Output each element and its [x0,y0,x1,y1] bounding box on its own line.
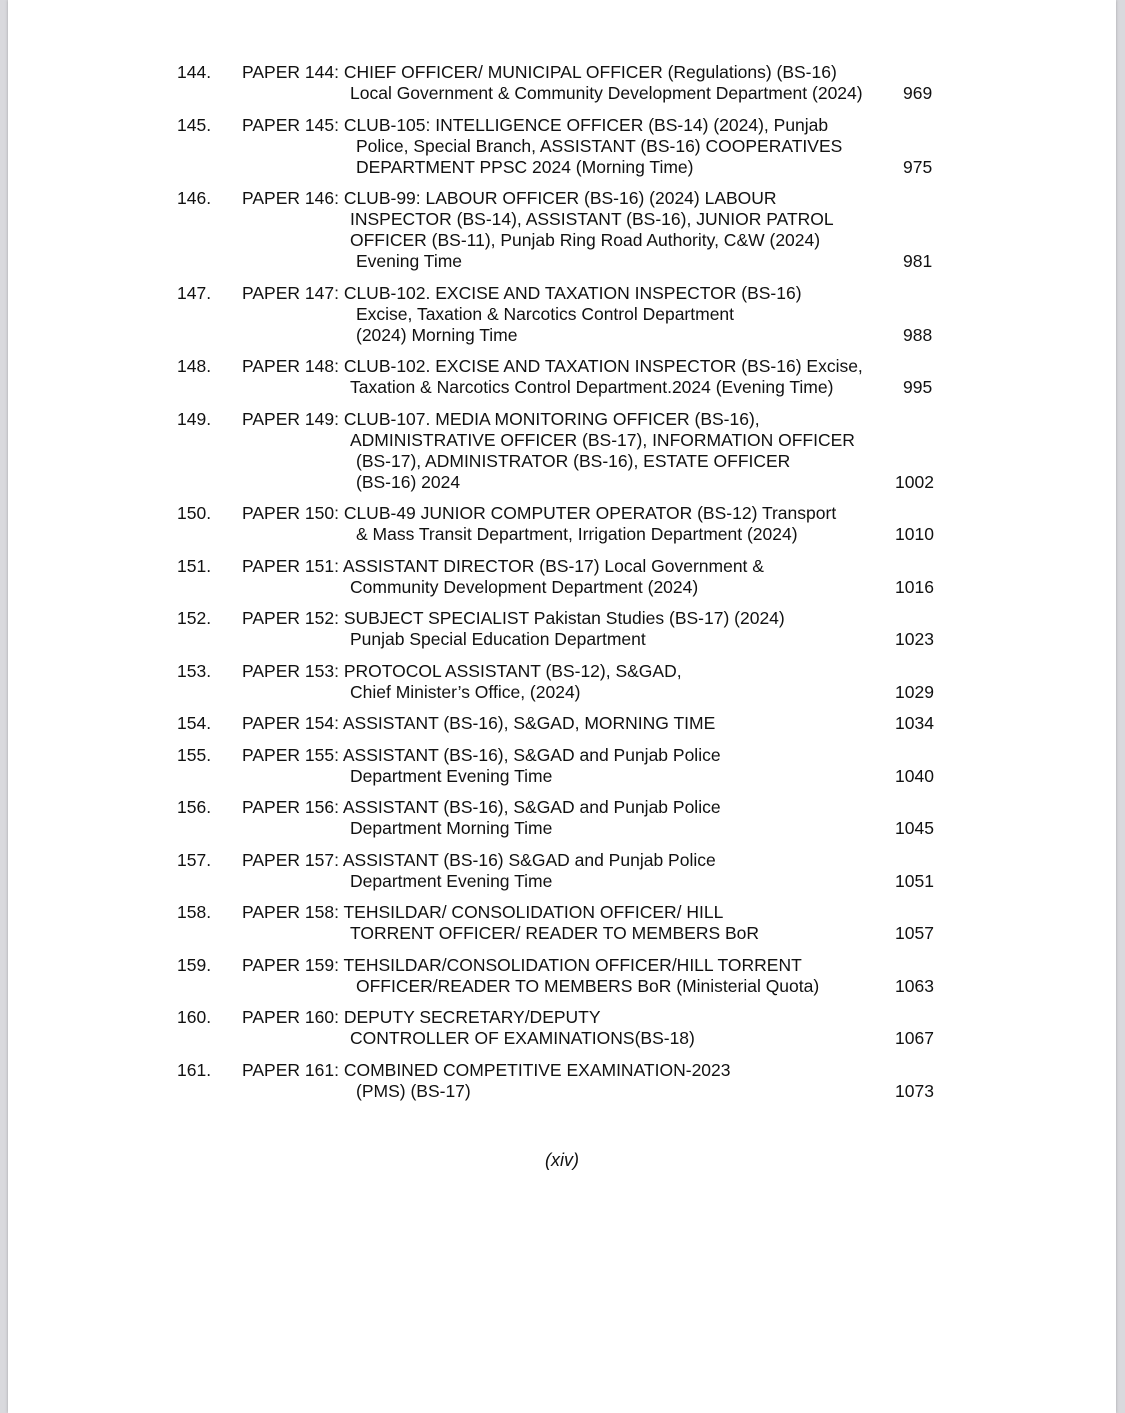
toc-entry [8,955,1116,997]
entry-title: PAPER 150: CLUB-49 JUNIOR COMPUTER OPERATOR (BS-12) Transport [242,503,837,523]
entry-page-number: 1002 [895,471,934,492]
entry-number: 156. [177,797,212,817]
entry-title-continued: Punjab Special Education Department [350,629,646,649]
entry-title-continued: INSPECTOR (BS-14), ASSISTANT (BS-16), JUNIOR PATROL [350,209,834,229]
entry-title-continued: ADMINISTRATIVE OFFICER (BS-17), INFORMATION OFFICER [350,429,855,450]
toc-entry [8,902,1116,944]
entry-title-continued: Chief Minister’s Office, (2024) [350,681,581,702]
entry-page-number: 1067 [895,1028,934,1048]
entry-number: 159. [177,954,212,975]
entry-title: PAPER 146: CLUB-99: LABOUR OFFICER (BS-16) (2024) LABOUR [242,188,777,208]
entry-number: 154. [177,713,212,733]
entry-page-number: 995 [903,377,933,397]
entry-title-continued: & Mass Transit Department, Irrigation Department (2024) [356,524,798,544]
toc-entry [8,356,1116,398]
toc-entry [8,713,1116,734]
entry-title: PAPER 156: ASSISTANT (BS-16), S&GAD and Punjab Police [242,797,721,817]
entry-title: PAPER 153: PROTOCOL ASSISTANT (BS-12), S&GAD, [242,660,682,681]
entry-number: 147. [177,282,212,303]
entry-title-continued: Department Evening Time [350,870,553,891]
entry-page-number: 1034 [895,713,934,733]
toc-entry [8,797,1116,839]
toc-entry [8,503,1116,545]
entry-title-continued: Department Evening Time [350,765,553,786]
toc-entry [8,661,1116,703]
toc-entry [8,115,1116,178]
entry-title-continued: (2024) Morning Time [356,324,518,345]
entry-title-continued: Excise, Taxation & Narcotics Control Department [356,303,735,324]
entry-title: PAPER 160: DEPUTY SECRETARY/DEPUTY [242,1007,601,1027]
entry-page-number: 1045 [895,818,934,838]
entry-title: PAPER 158: TEHSILDAR/ CONSOLIDATION OFFICER/ HILL [242,902,724,922]
entry-page-number: 1057 [895,923,934,943]
entry-title-continued: (PMS) (BS-17) [356,1080,471,1101]
entry-page-number: 1010 [895,524,934,544]
entry-title: PAPER 161: COMBINED COMPETITIVE EXAMINATION-2023 [242,1059,731,1080]
entry-title: PAPER 155: ASSISTANT (BS-16), S&GAD and Punjab Police [242,744,721,765]
entry-page-number: 1040 [895,765,934,786]
entry-title-continued: Department Morning Time [350,818,553,838]
entry-number: 152. [177,608,212,628]
entry-number: 158. [177,902,212,922]
entry-title: PAPER 152: SUBJECT SPECIALIST Pakistan Studies (BS-17) (2024) [242,608,785,628]
entry-title-continued: Evening Time [356,251,463,271]
entry-title: PAPER 147: CLUB-102. EXCISE AND TAXATION INSPECTOR (BS-16) [242,282,802,303]
entry-number: 160. [177,1007,212,1027]
entry-number: 145. [177,114,212,135]
toc-entry [8,850,1116,892]
entry-number: 149. [177,408,212,429]
entry-title-continued: Police, Special Branch, ASSISTANT (BS-16) COOPERATIVES [356,135,843,156]
toc-entry [8,1007,1116,1049]
entry-title-continued: Community Development Department (2024) [350,576,699,597]
entry-page-number: 1051 [895,870,934,891]
entry-number: 161. [177,1059,212,1080]
entry-title-continued: TORRENT OFFICER/ READER TO MEMBERS BoR [350,923,760,943]
toc-entry [8,1060,1116,1102]
entry-page-number: 1023 [895,629,934,649]
entry-title: PAPER 145: CLUB-105: INTELLIGENCE OFFICER (BS-14) (2024), Punjab [242,114,829,135]
entry-title-continued: (BS-16) 2024 [356,471,461,492]
entry-number: 150. [177,503,212,523]
toc-entry [8,188,1116,272]
entry-number: 155. [177,744,212,765]
document-page [8,0,1116,1413]
entry-page-number: 1063 [895,975,934,996]
entry-title-continued: (BS-17), ADMINISTRATOR (BS-16), ESTATE OFFICER [356,450,791,471]
entry-title-continued: Taxation & Narcotics Control Department.2024 (Evening Time) [350,377,834,397]
toc-entry [8,62,1116,104]
entry-title: PAPER 151: ASSISTANT DIRECTOR (BS-17) Local Government & [242,555,764,576]
entry-number: 151. [177,555,212,576]
entry-title: PAPER 157: ASSISTANT (BS-16) S&GAD and Punjab Police [242,849,716,870]
toc-entry [8,283,1116,346]
entry-title-continued: OFFICER (BS-11), Punjab Ring Road Authority, C&W (2024) [350,230,821,250]
entry-title: PAPER 144: CHIEF OFFICER/ MUNICIPAL OFFICER (Regulations) (BS-16) [242,62,837,82]
page-number-footer: (xiv) [545,1150,579,1170]
entry-number: 148. [177,356,212,376]
entry-title-continued: OFFICER/READER TO MEMBERS BoR (Ministerial Quota) [356,975,820,996]
entry-title: PAPER 159: TEHSILDAR/CONSOLIDATION OFFICER/HILL TORRENT [242,954,802,975]
entry-number: 144. [177,62,212,82]
entry-page-number: 988 [903,324,933,345]
toc-entry [8,608,1116,650]
entry-page-number: 975 [903,156,933,177]
entry-page-number: 1029 [895,681,934,702]
toc-entry [8,409,1116,493]
entry-title: PAPER 149: CLUB-107. MEDIA MONITORING OFFICER (BS-16), [242,408,760,429]
entry-page-number: 1073 [895,1080,934,1101]
entry-page-number: 981 [903,251,933,271]
entry-page-number: 969 [903,83,933,103]
entry-title-continued: CONTROLLER OF EXAMINATIONS(BS-18) [350,1028,695,1048]
entry-title-continued: DEPARTMENT PPSC 2024 (Morning Time) [356,156,694,177]
table-of-contents [8,62,1116,1112]
toc-entry [8,745,1116,787]
entry-number: 146. [177,188,212,208]
entry-title: PAPER 154: ASSISTANT (BS-16), S&GAD, MORNING TIME [242,713,716,733]
entry-number: 157. [177,849,212,870]
entry-page-number: 1016 [895,576,934,597]
entry-title-continued: Local Government & Community Development Department (2024) [350,83,863,103]
entry-number: 153. [177,660,212,681]
entry-title: PAPER 148: CLUB-102. EXCISE AND TAXATION INSPECTOR (BS-16) Excise, [242,356,863,376]
toc-entry [8,556,1116,598]
